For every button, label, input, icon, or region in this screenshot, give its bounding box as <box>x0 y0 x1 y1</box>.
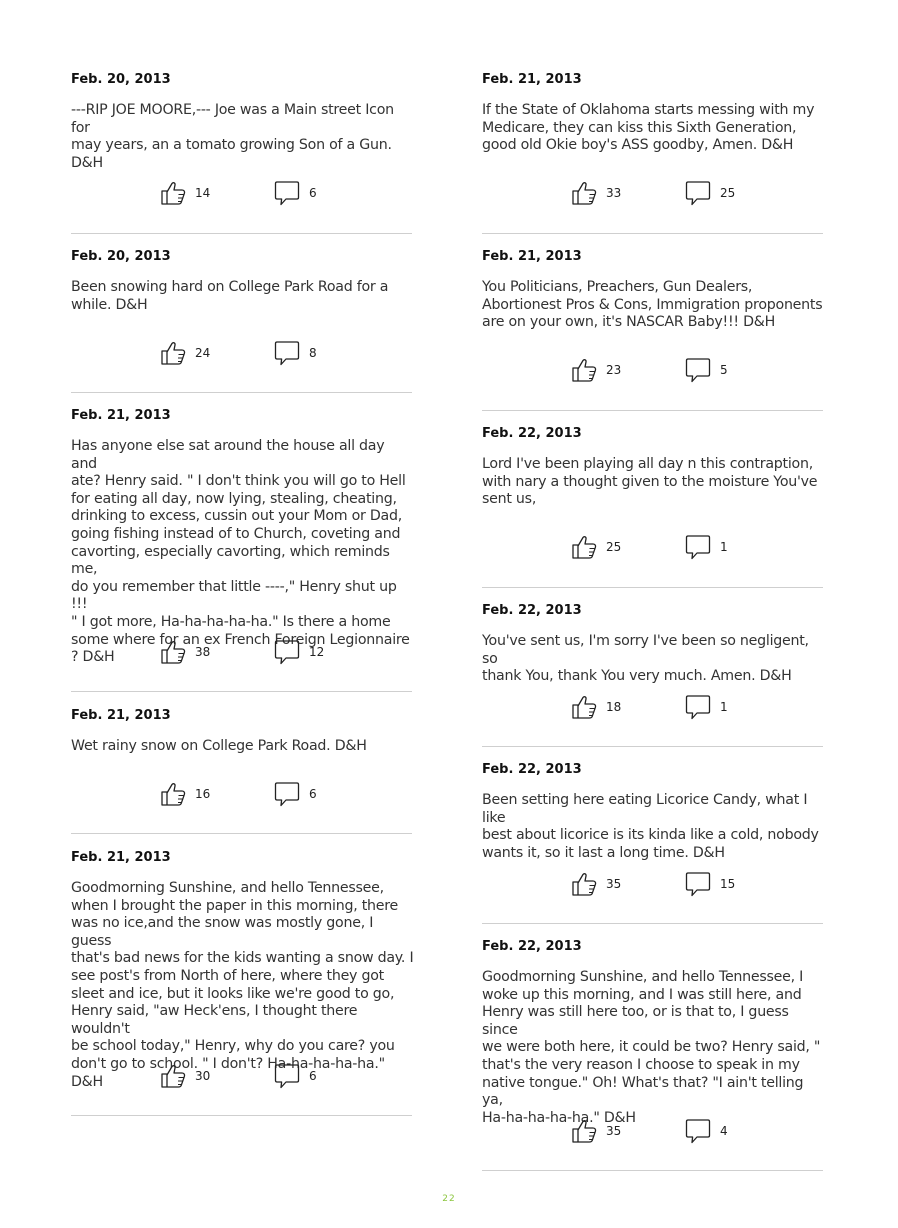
like-button[interactable] <box>159 638 210 666</box>
like-count: 23 <box>606 363 622 377</box>
comment-button[interactable] <box>273 1062 317 1090</box>
thumbs-up-icon <box>159 339 187 367</box>
like-count: 35 <box>606 877 622 891</box>
like-count: 25 <box>606 540 622 554</box>
comment-count: 12 <box>309 645 325 659</box>
thumbs-up-icon <box>570 179 598 207</box>
speech-bubble-icon <box>684 693 712 721</box>
post-divider <box>71 392 412 393</box>
speech-bubble-icon <box>684 870 712 898</box>
comment-count: 15 <box>720 877 736 891</box>
post-date: Feb. 20, 2013 <box>71 249 171 264</box>
comment-count: 5 <box>720 363 728 377</box>
comment-count: 6 <box>309 1069 317 1083</box>
like-count: 35 <box>606 1124 622 1138</box>
thumbs-up-icon <box>159 179 187 207</box>
thumbs-up-icon <box>570 1117 598 1145</box>
post-date: Feb. 21, 2013 <box>482 249 582 264</box>
speech-bubble-icon <box>273 179 301 207</box>
post-text: If the State of Oklahoma starts messing with my Medicare, they can kiss this Sixth Generation, good old Okie boy's ASS goodby, Amen. D&H <box>482 102 815 154</box>
thumbs-up-icon <box>570 533 598 561</box>
post-stats <box>482 693 823 721</box>
post-text: Wet rainy snow on College Park Road. D&H <box>71 738 367 754</box>
comment-count: 6 <box>309 787 317 801</box>
post-date: Feb. 20, 2013 <box>71 72 171 87</box>
like-button[interactable] <box>159 780 210 808</box>
post-text: You Politicians, Preachers, Gun Dealers, Abortionest Pros & Cons, Immigration proponents are on your own, it's NASCAR Baby!!! D&H <box>482 279 823 331</box>
comment-button[interactable] <box>684 1117 728 1145</box>
comment-count: 1 <box>720 540 728 554</box>
post-date: Feb. 22, 2013 <box>482 426 582 441</box>
thumbs-up-icon <box>570 693 598 721</box>
comment-button[interactable] <box>273 179 317 207</box>
post-divider <box>482 923 823 924</box>
post-date: Feb. 21, 2013 <box>71 850 171 865</box>
like-button[interactable] <box>570 870 621 898</box>
post-stats <box>71 179 412 207</box>
like-button[interactable] <box>570 356 621 384</box>
post-divider <box>71 691 412 692</box>
like-button[interactable] <box>570 533 621 561</box>
post-text: ---RIP JOE MOORE,--- Joe was a Main street Icon for may years, an a tomato growing Son of a Gun. D&H <box>71 102 394 171</box>
comment-count: 4 <box>720 1124 728 1138</box>
like-button[interactable] <box>159 339 210 367</box>
post-text: Been setting here eating Licorice Candy, what I like best about licorice is its kinda like a cold, nobody wants it, so it last a long time. D&H <box>482 792 819 861</box>
like-count: 16 <box>195 787 211 801</box>
post-divider <box>71 833 412 834</box>
speech-bubble-icon <box>273 638 301 666</box>
comment-button[interactable] <box>273 780 317 808</box>
like-button[interactable] <box>159 179 210 207</box>
comment-button[interactable] <box>684 179 735 207</box>
post-stats <box>71 1062 412 1090</box>
like-count: 30 <box>195 1069 211 1083</box>
speech-bubble-icon <box>273 1062 301 1090</box>
post-date: Feb. 22, 2013 <box>482 939 582 954</box>
comment-count: 25 <box>720 186 736 200</box>
comment-button[interactable] <box>684 870 735 898</box>
post-stats <box>482 179 823 207</box>
post-text: Has anyone else sat around the house all day and ate? Henry said. " I don't think you will go to Hell for eating all day, now lying, stealing, cheating, drinking to excess, cussin out your Mom or Dad, going fishing instead of to Church, coveting and cavorting, especially cavorting, which reminds me, do you remember that little ----," Henry shut up !!! " I got more, Ha-ha-ha-ha-ha." Is there a home some where for an ex French Foreign Legionnaire ? D&H <box>71 438 410 666</box>
speech-bubble-icon <box>684 179 712 207</box>
comment-count: 6 <box>309 186 317 200</box>
post-text: Goodmorning Sunshine, and hello Tennessee, I woke up this morning, and I was still here, and Henry was still here too, or is that to, I guess since we were both here, it could be two? Henry said, " that's the very reason I choose to speak in my native tongue." Oh! What's that? "I ain't telling ya, Ha-ha-ha-ha-ha." D&H <box>482 969 821 1126</box>
post-stats <box>482 870 823 898</box>
post-text: You've sent us, I'm sorry I've been so negligent, so thank You, thank You very much. Amen. D&H <box>482 633 809 685</box>
page-number: 22 <box>442 1194 456 1204</box>
post-text: Lord I've been playing all day n this contraption, with nary a thought given to the moisture You've sent us, <box>482 456 818 508</box>
post-divider <box>482 587 823 588</box>
speech-bubble-icon <box>273 339 301 367</box>
post-stats <box>71 638 412 666</box>
post-stats <box>71 339 412 367</box>
post-text: Been snowing hard on College Park Road for a while. D&H <box>71 279 389 313</box>
post-stats <box>482 533 823 561</box>
comment-button[interactable] <box>273 638 324 666</box>
thumbs-up-icon <box>159 780 187 808</box>
like-button[interactable] <box>159 1062 210 1090</box>
post-date: Feb. 22, 2013 <box>482 762 582 777</box>
comment-button[interactable] <box>684 533 728 561</box>
post-date: Feb. 22, 2013 <box>482 603 582 618</box>
like-button[interactable] <box>570 693 621 721</box>
like-button[interactable] <box>570 1117 621 1145</box>
post-stats <box>482 356 823 384</box>
thumbs-up-icon <box>570 870 598 898</box>
post-stats <box>482 1117 823 1145</box>
post-date: Feb. 21, 2013 <box>71 408 171 423</box>
comment-button[interactable] <box>273 339 317 367</box>
post-divider <box>482 410 823 411</box>
comment-count: 1 <box>720 700 728 714</box>
speech-bubble-icon <box>684 1117 712 1145</box>
like-button[interactable] <box>570 179 621 207</box>
like-count: 24 <box>195 346 211 360</box>
post-text: Goodmorning Sunshine, and hello Tennessee, when I brought the paper in this morning, there was no ice,and the snow was mostly gone, I guess that's bad news for the kids wanting a snow day. I see post's from North of here, where they got sleet and ice, but it looks like we're good to go, Henry said, "aw Heck'ens, I thought there wouldn't be school today," Henry, why do you care? you don't go to school. " I don't? Ha-ha-ha-ha-ha." D&H <box>71 880 414 1090</box>
like-count: 18 <box>606 700 622 714</box>
post-date: Feb. 21, 2013 <box>71 708 171 723</box>
speech-bubble-icon <box>273 780 301 808</box>
like-count: 33 <box>606 186 622 200</box>
comment-count: 8 <box>309 346 317 360</box>
post-stats <box>71 780 412 808</box>
post-date: Feb. 21, 2013 <box>482 72 582 87</box>
like-count: 38 <box>195 645 211 659</box>
speech-bubble-icon <box>684 533 712 561</box>
comment-button[interactable] <box>684 693 728 721</box>
comment-button[interactable] <box>684 356 728 384</box>
post-divider <box>71 233 412 234</box>
like-count: 14 <box>195 186 211 200</box>
thumbs-up-icon <box>159 1062 187 1090</box>
post-divider <box>482 233 823 234</box>
thumbs-up-icon <box>159 638 187 666</box>
post-divider <box>482 1170 823 1171</box>
thumbs-up-icon <box>570 356 598 384</box>
post-divider <box>71 1115 412 1116</box>
speech-bubble-icon <box>684 356 712 384</box>
post-divider <box>482 746 823 747</box>
